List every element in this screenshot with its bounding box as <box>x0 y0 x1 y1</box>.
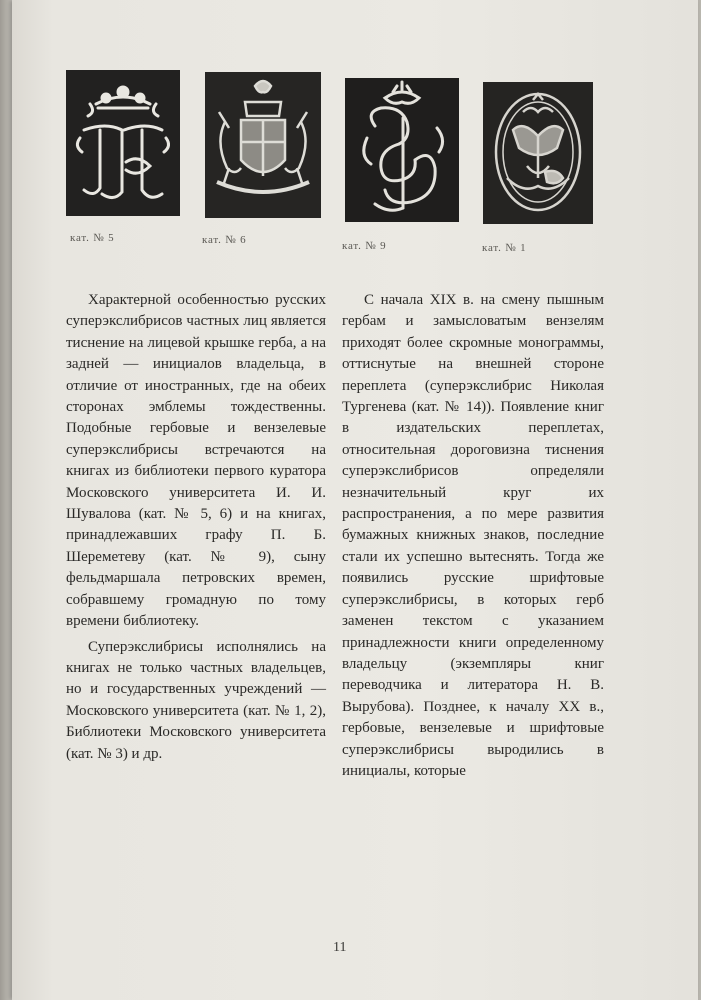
monogram-crown-image <box>66 70 180 216</box>
right-text-column <box>342 290 604 782</box>
ornate-monogram-image <box>345 78 459 222</box>
plate-coat-of-arms <box>205 72 321 218</box>
left-paragraph-1: Характерной особенностью русских суперэкслибрисов частных лиц является тиснение на лицевой крышке герба, а на задней — инициалов владельца, в отличие от иностранных, где на обеих сторонах эмблемы тождественны. Подобные гербовые и вензелевые суперэкслибрисы встречаются на книгах из библиотеки первого куратора Московского университета И. И. Шувалова (кат. № 5, 6) и на книгах, принадлежавших графу П. Б. Шереметеву (кат. № 9), сыну фельдмаршала петровских времен, собравшему громадную по тому времени библиотеку. <box>66 292 326 630</box>
plate-caption-4: кат. № 1 <box>482 242 527 254</box>
coat-of-arms-image <box>205 72 321 218</box>
left-paragraph-2: Суперэкслибрисы исполнялись на книгах не только частных владельцев, но и государственных учреждений — Московского университета (кат. № 1, 2), Библиотеки Московского университета (кат. № 3) и др. <box>66 638 326 762</box>
plate-caption-1: кат. № 5 <box>70 232 115 244</box>
left-text-column <box>66 290 326 765</box>
plate-caption-2: кат. № 6 <box>202 234 247 246</box>
plate-eagle-wreath <box>483 82 593 224</box>
right-paragraph-1: С начала XIX в. на смену пышным гербам и замысловатым вензелям приходят более скромные монограммы, оттиснутые на внешней стороне переплета (суперэкслибрис Николая Тургенева (кат. № 14)). Появление книг в издательских переплетах, относительная дороговизна тиснения суперэкслибрисов определяли незначительный круг их распространения, а по мере развития бумажных книжных знаков, последние стали их успешно вытеснять. Тогда же появились русские шрифтовые суперэкслибрисы, в которых герб заменен текстом с указанием принадлежности книги определенному владельцу (экземпляры книг переводчика и литератора Н. В. Вырубова). Позднее, к началу XX в., гербовые, вензелевые и шрифтовые суперэкслибрисы выродились в инициалы, которые <box>342 292 604 779</box>
book-page <box>12 0 698 1000</box>
plate-ornate-monogram <box>345 78 459 222</box>
plate-monogram-crown <box>66 70 180 216</box>
plate-caption-3: кат. № 9 <box>342 240 387 252</box>
page-number: 11 <box>333 940 347 955</box>
book-spine-shadow <box>0 0 12 1000</box>
eagle-wreath-image <box>483 82 593 224</box>
